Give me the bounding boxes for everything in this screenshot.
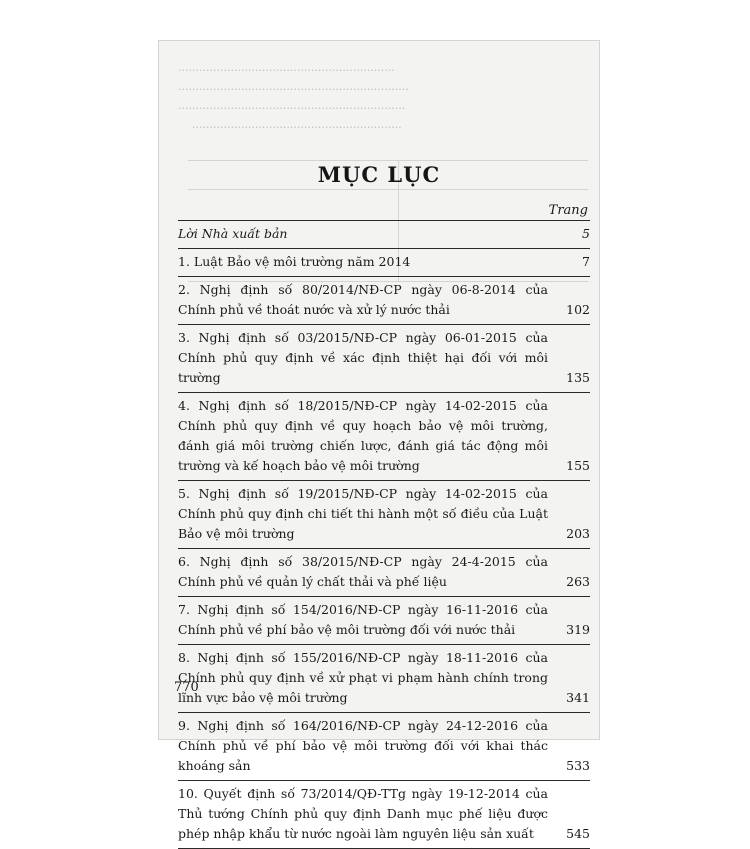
toc-entry bbox=[178, 712, 590, 780]
toc-page-header: Trang bbox=[548, 203, 588, 218]
toc-entry-label: 10. Quyết định số 73/2014/QĐ-TTg ngày 19-12-2014 của Thủ tướng Chính phủ quy định Danh mục phế liệu được phép nhập khẩu từ nước ngoài làm nguyên liệu sản xuất bbox=[178, 786, 548, 841]
toc-entry-label: 1. Luật Bảo vệ môi trường năm 2014 bbox=[178, 254, 411, 269]
toc-entry-label: 3. Nghị định số 03/2015/NĐ-CP ngày 06-01-2015 của Chính phủ quy định về xác định thiệt hại đối với môi trường bbox=[178, 330, 548, 385]
toc-entry-page: 135 bbox=[566, 370, 590, 385]
toc-entry-page: 5 bbox=[582, 226, 590, 241]
toc-entry bbox=[178, 644, 590, 712]
page-number: 770 bbox=[174, 680, 199, 695]
toc-entry-label: 4. Nghị định số 18/2015/NĐ-CP ngày 14-02-2015 của Chính phủ quy định về quy hoạch bảo vệ môi trường, đánh giá môi trường chiến lược, đánh giá tác động môi trường và kế hoạch bảo vệ môi trường bbox=[178, 398, 548, 473]
toc-entry-label: 8. Nghị định số 155/2016/NĐ-CP ngày 18-11-2016 của Chính phủ quy định về xử phạt vi phạm hành chính trong lĩnh vực bảo vệ môi trường bbox=[178, 650, 548, 705]
show-through-text: .............................................................. .................................................................. ................................................................. ............................................................ bbox=[178, 61, 409, 131]
book-page bbox=[158, 40, 600, 841]
toc-entry-page: 7 bbox=[582, 254, 590, 269]
toc-entry-page: 319 bbox=[566, 622, 590, 637]
toc-entry-page: 263 bbox=[566, 574, 590, 589]
toc-entry-page: 341 bbox=[566, 690, 590, 705]
toc-entry-label: 5. Nghị định số 19/2015/NĐ-CP ngày 14-02-2015 của Chính phủ quy định chi tiết thi hành một số điều của Luật Bảo vệ môi trường bbox=[178, 486, 548, 541]
toc-entry bbox=[178, 548, 590, 596]
toc-list bbox=[178, 220, 590, 849]
toc-entry bbox=[178, 220, 590, 248]
toc-entry bbox=[178, 248, 590, 276]
toc-entry-label: Lời Nhà xuất bản bbox=[178, 226, 288, 241]
toc-entry bbox=[178, 276, 590, 324]
toc-entry-label: 7. Nghị định số 154/2016/NĐ-CP ngày 16-11-2016 của Chính phủ về phí bảo vệ môi trường đối với nước thải bbox=[178, 602, 548, 637]
toc-title: MỤC LỤC bbox=[317, 162, 441, 187]
toc-entry-page: 545 bbox=[566, 826, 590, 841]
toc-entry bbox=[178, 324, 590, 392]
toc-entry bbox=[178, 780, 590, 849]
toc-entry bbox=[178, 596, 590, 644]
toc-entry-page: 155 bbox=[566, 458, 590, 473]
toc-entry-page: 533 bbox=[566, 758, 590, 773]
toc-entry-label: 9. Nghị định số 164/2016/NĐ-CP ngày 24-12-2016 của Chính phủ về phí bảo vệ môi trường đối với khai thác khoáng sản bbox=[178, 718, 548, 773]
toc-entry-label: 6. Nghị định số 38/2015/NĐ-CP ngày 24-4-2015 của Chính phủ về quản lý chất thải và phế liệu bbox=[178, 554, 548, 589]
toc-entry-page: 102 bbox=[566, 302, 590, 317]
toc-entry bbox=[178, 480, 590, 548]
toc-entry bbox=[178, 392, 590, 480]
toc-entry-label: 2. Nghị định số 80/2014/NĐ-CP ngày 06-8-2014 của Chính phủ về thoát nước và xử lý nước thải bbox=[178, 282, 548, 317]
toc-entry-page: 203 bbox=[566, 526, 590, 541]
